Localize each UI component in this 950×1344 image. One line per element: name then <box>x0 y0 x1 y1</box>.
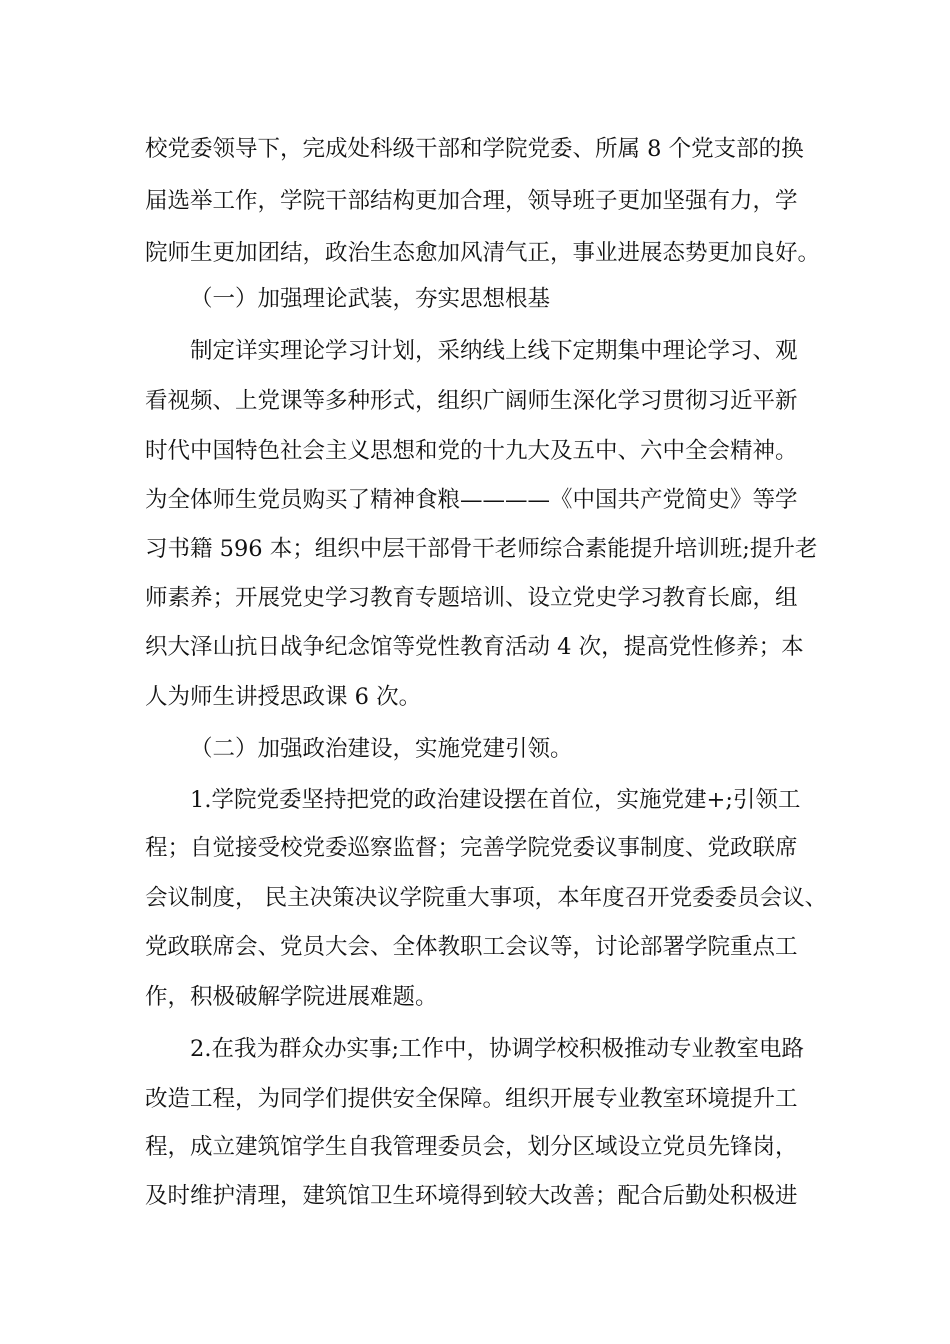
text-line: 1.学院党委坚持把党的政治建设摆在首位，实施党建+;引领工 <box>190 787 801 813</box>
section-heading: （二）加强政治建设，实施党建引领。 <box>190 736 573 762</box>
text-line: 院师生更加团结，政治生态愈加风清气正，事业进展态势更加良好。 <box>145 240 821 266</box>
text-line: 人为师生讲授思政课 6 次。 <box>145 684 422 710</box>
text-line: 会议制度， 民主决策决议学院重大事项，本年度召开党委委员会议、 <box>145 885 828 911</box>
text-line: 制定详实理论学习计划，采纳线上线下定期集中理论学习、观 <box>190 338 798 364</box>
text-line: 2.在我为群众办实事;工作中，协调学校积极推动专业教室电路 <box>190 1036 805 1062</box>
text-line: 作，积极破解学院进展难题。 <box>145 984 438 1010</box>
text-line: 届选举工作，学院干部结构更加合理，领导班子更加坚强有力，学 <box>145 188 798 214</box>
text-line: 习书籍 596 本；组织中层干部骨干老师综合素能提升培训班;提升老 <box>145 536 818 562</box>
text-line: 党政联席会、党员大会、全体教职工会议等，讨论部署学院重点工 <box>145 934 798 960</box>
text-line: 师素养；开展党史学习教育专题培训、设立党史学习教育长廊，组 <box>145 585 798 611</box>
text-line: 程；自觉接受校党委巡察监督；完善学院党委议事制度、党政联席 <box>145 835 798 861</box>
text-line: 时代中国特色社会主义思想和党的十九大及五中、六中全会精神。 <box>145 438 798 464</box>
section-heading: （一）加强理论武装，夯实思想根基 <box>190 286 551 312</box>
text-line: 看视频、上党课等多种形式，组织广阔师生深化学习贯彻习近平新 <box>145 388 798 414</box>
text-line: 织大泽山抗日战争纪念馆等党性教育活动 4 次，提高党性修养；本 <box>145 634 804 660</box>
text-line: 改造工程，为同学们提供安全保障。组织开展专业教室环境提升工 <box>145 1086 798 1112</box>
text-line: 为全体师生党员购买了精神食粮————《中国共产党简史》等学 <box>145 487 798 513</box>
text-line: 及时维护清理，建筑馆卫生环境得到较大改善；配合后勤处积极进 <box>145 1183 798 1209</box>
text-line: 校党委领导下，完成处科级干部和学院党委、所属 8 个党支部的换 <box>145 136 804 162</box>
text-line: 程，成立建筑馆学生自我管理委员会，划分区域设立党员先锋岗， <box>145 1134 798 1160</box>
